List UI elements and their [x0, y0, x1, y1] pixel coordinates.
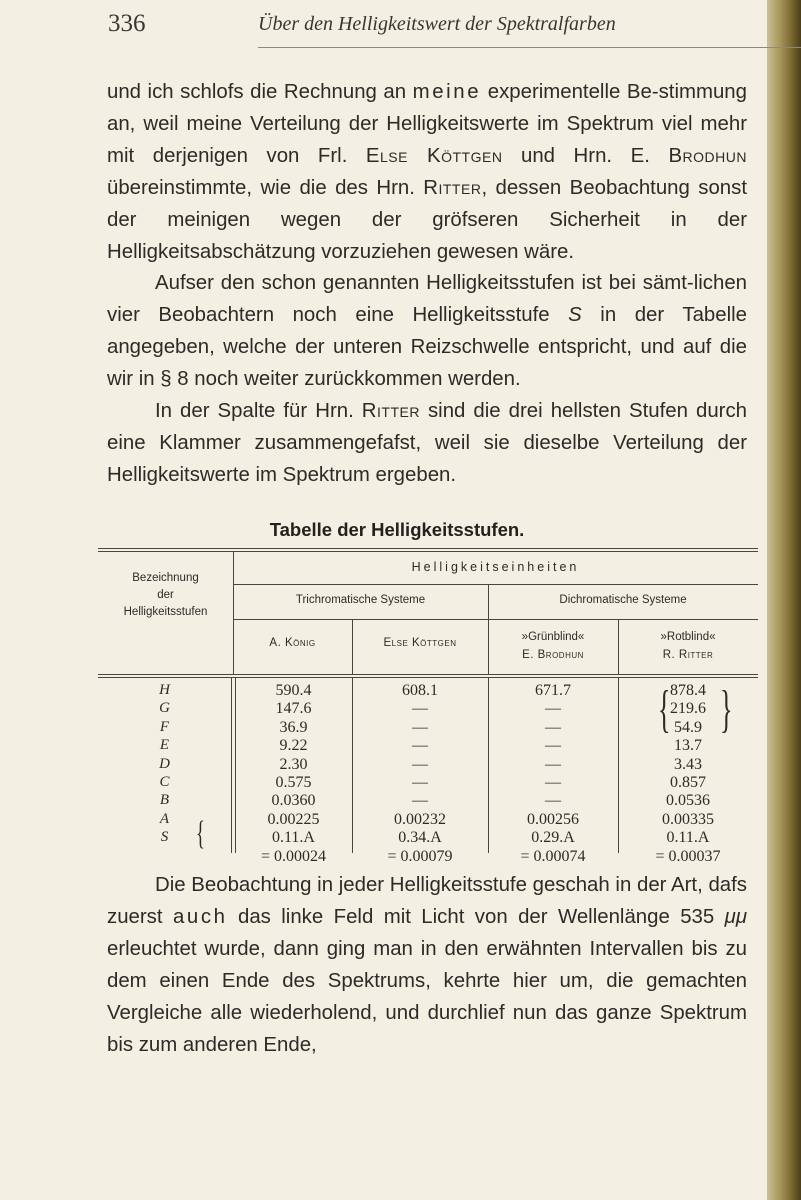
- table-cell: —: [412, 774, 428, 791]
- running-header: [108, 10, 758, 42]
- table-cell: = 0.00079: [387, 847, 453, 865]
- column-brodhun: »Grünblind« E. Brodhun: [521, 631, 585, 661]
- table-cell: = 0.00037: [655, 847, 721, 865]
- table-cell: 219.6: [670, 700, 706, 718]
- brightness-table: [98, 548, 758, 865]
- table-cell: 590.4: [275, 682, 312, 699]
- table-cell: 878.4: [670, 682, 706, 699]
- table-cell: 36.9: [279, 718, 308, 736]
- row-label: C: [159, 774, 170, 790]
- row-label: E: [159, 737, 170, 754]
- table-cell: = 0.00024: [260, 847, 327, 865]
- table-cell: 0.00256: [527, 810, 579, 828]
- row-label: S: [160, 829, 169, 846]
- table-cell: 2.30: [279, 755, 308, 773]
- table-caption: Tabelle der Helligkeitsstufen.: [269, 519, 525, 540]
- header-dichromatic: Dichromatische Systeme: [559, 594, 687, 606]
- row-label: A: [159, 810, 170, 827]
- header-trichromatic: Trichromatische Systeme: [295, 594, 426, 606]
- table-cell: 0.575: [275, 774, 312, 791]
- row-label: D: [159, 755, 170, 772]
- table-cell: —: [412, 737, 428, 755]
- table-cell: —: [412, 718, 428, 736]
- row-label: H: [159, 682, 170, 698]
- table-cell: 54.9: [674, 718, 702, 736]
- table-cell: 0.11.A: [666, 829, 710, 847]
- table-cell: —: [545, 718, 561, 736]
- table-cell: 147.6: [275, 700, 312, 718]
- table-cell: 0.0536: [666, 792, 710, 810]
- table-cell: 0.00225: [267, 810, 320, 828]
- column-ritter: »Rotblind« R. Ritter: [660, 631, 716, 661]
- column-koettgen: Else Köttgen: [383, 637, 457, 649]
- table-cell: = 0.00074: [520, 847, 586, 865]
- table-cell: 0.0360: [271, 792, 316, 810]
- table-cell: —: [545, 755, 561, 773]
- table-cell: —: [545, 792, 561, 810]
- table-cell: —: [412, 700, 428, 718]
- paragraph-4: Die Beobachtung in jeder Helligkeitsstufe geschah in der Art, dafs zuerst auch das linke Feld mit Licht von der Wellenlänge 535 μμ erleuchtet wurde, dann ging man in den erwähnten Intervallen bis zu dem einen Ende des Spektrums, kehrte hier um, die gemachten Vergleiche alle wiederholend, und durchlief nun das ganze Spektrum bis zum anderen Ende,: [107, 874, 747, 1056]
- table-cell: 671.7: [535, 682, 571, 699]
- page-number: 336: [108, 10, 146, 37]
- table-cell: —: [412, 755, 428, 773]
- table-cell: —: [412, 792, 428, 810]
- body-text-top: [107, 77, 747, 492]
- ritter-left-brace: {: [658, 681, 671, 738]
- s-row-brace: {: [196, 815, 205, 852]
- header-rule: [258, 47, 801, 48]
- table-cell: 0.34.A: [398, 829, 442, 847]
- table-cell: 9.22: [279, 737, 308, 755]
- table-cell: —: [545, 774, 561, 791]
- header-brightness-units: Helligkeitseinheiten: [411, 560, 580, 574]
- ritter-right-brace: }: [720, 681, 733, 738]
- header-designation: Bezeichnung der Helligkeitsstufen: [123, 572, 208, 618]
- table-cell: 0.29.A: [531, 829, 575, 847]
- table-cell: 608.1: [402, 682, 438, 699]
- table-cell: —: [545, 737, 561, 755]
- table-cell: 13.7: [674, 737, 702, 755]
- paragraph-3: In der Spalte für Hrn. Ritter sind die drei hellsten Stufen durch eine Klammer zusammengefafst, weil sie dieselbe Verteilung der Helligkeitswerte im Spektrum ergeben.: [107, 400, 748, 486]
- table-cell: 0.00335: [662, 810, 714, 828]
- row-label: G: [159, 700, 170, 717]
- body-text-bottom: [107, 870, 747, 1061]
- table-cell: 0.11.A: [272, 829, 315, 847]
- paragraph-1: und ich schlofs die Rechnung an meine experimentelle Be-stimmung an, weil meine Verteilung der Helligkeitswerte im Spektrum viel mehr mit derjenigen von Frl. Else Köttgen und Hrn. E. Brodhun übereinstimmte, wie die des Hrn. Ritter, dessen Beobachtung sonst der meinigen wegen der gröfseren Sicherheit in der Helligkeitsabschätzung vorzuziehen gewesen wäre.: [107, 81, 747, 263]
- table-cell: 0.857: [670, 774, 706, 791]
- table-cell: —: [545, 700, 561, 718]
- running-title: Über den Helligkeitswert der Spektralfarben: [258, 13, 616, 35]
- table-cell: 0.00232: [394, 810, 446, 828]
- table-cell: 3.43: [674, 755, 702, 773]
- paragraph-2: Aufser den schon genannten Helligkeitsstufen ist bei sämt-lichen vier Beobachtern noch eine Helligkeitsstufe S in der Tabelle angegeben, welche der unteren Reizschwelle entspricht, und auf die wir in § 8 noch weiter zurückkommen werden.: [107, 272, 747, 391]
- column-koenig: A. König: [269, 637, 316, 649]
- row-label: B: [159, 792, 170, 809]
- page-edge-shadow: [767, 0, 801, 1200]
- row-label: F: [159, 718, 170, 735]
